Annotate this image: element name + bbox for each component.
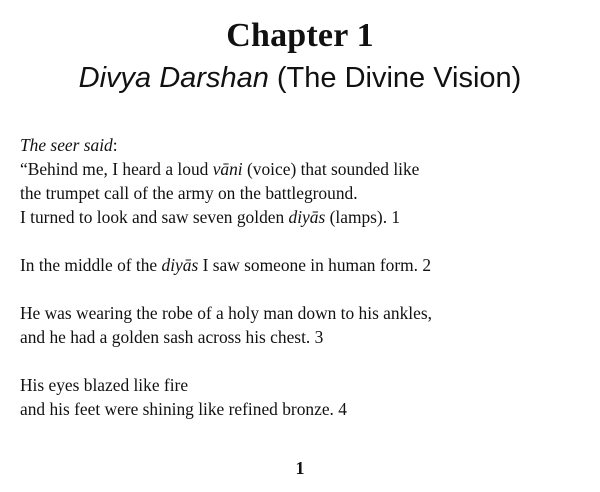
stanza-gap bbox=[20, 349, 590, 373]
verse-text: and his feet were shining like refined bronze. 4 bbox=[20, 399, 347, 419]
verse-line bbox=[20, 205, 590, 229]
verse-text: and he had a golden sash across his chest. 3 bbox=[20, 327, 324, 347]
verse-line bbox=[20, 253, 590, 277]
verse-text: He was wearing the robe of a holy man down to his ankles, bbox=[20, 303, 432, 323]
scripture-text bbox=[20, 133, 590, 421]
verse-text: the trumpet call of the army on the battleground. bbox=[20, 183, 358, 203]
verse-line bbox=[20, 157, 590, 181]
verse-line bbox=[20, 301, 590, 325]
chapter-subtitle bbox=[0, 58, 600, 98]
intro-line: The seer said: bbox=[20, 135, 118, 155]
verse-line bbox=[20, 325, 590, 349]
verse-2 bbox=[20, 253, 590, 277]
verse-text: I saw someone in human form. 2 bbox=[198, 255, 432, 275]
verse-text: (voice) that sounded like bbox=[242, 159, 420, 179]
verse-term: vāni bbox=[212, 159, 243, 179]
verse-line bbox=[20, 181, 590, 205]
verse-line bbox=[20, 373, 590, 397]
stanza-gap bbox=[20, 229, 590, 253]
verse-text: In the middle of the bbox=[20, 255, 162, 275]
verse-term: diyās bbox=[161, 255, 199, 275]
chapter-subtitle-italic: Divya Darshan bbox=[78, 62, 269, 94]
stanza-gap bbox=[20, 277, 590, 301]
chapter-title: Chapter 1 bbox=[226, 17, 374, 54]
verse-line bbox=[20, 397, 590, 421]
verse-4 bbox=[20, 373, 590, 421]
verse-1 bbox=[20, 157, 590, 229]
verse-text: “Behind me, I heard a loud bbox=[20, 159, 213, 179]
verse-text: (lamps). 1 bbox=[325, 207, 401, 227]
verse-3 bbox=[20, 301, 590, 349]
page-number: 1 bbox=[295, 458, 305, 478]
verse-term: diyās bbox=[288, 207, 326, 227]
verse-text: I turned to look and saw seven golden bbox=[20, 207, 289, 227]
intro-text: The seer said bbox=[20, 135, 113, 155]
chapter-subtitle-rest: (The Divine Vision) bbox=[268, 62, 522, 94]
verse-text: His eyes blazed like fire bbox=[20, 375, 189, 395]
